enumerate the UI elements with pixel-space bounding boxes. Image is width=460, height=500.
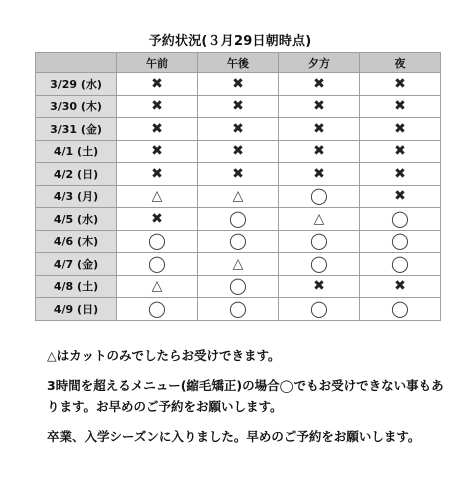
- slot-cell: [360, 230, 441, 253]
- slot-cell: [279, 253, 360, 276]
- slot-cell: [360, 253, 441, 276]
- row-date-cell: 4/8 (土): [36, 275, 117, 298]
- limited-mark-icon: △: [313, 210, 325, 227]
- table-row: [36, 208, 441, 231]
- available-mark-icon: ◯: [391, 253, 409, 273]
- unavailable-mark-icon: ✖: [313, 98, 325, 115]
- limited-mark-icon: △: [151, 188, 163, 205]
- slot-cell: [279, 208, 360, 231]
- slot-cell: [360, 73, 441, 96]
- slot-cell: [360, 95, 441, 118]
- available-mark-icon: ◯: [310, 253, 328, 273]
- note-triangle-legend: △はカットのみでしたらお受けできます。: [47, 348, 281, 363]
- table-row: [36, 275, 441, 298]
- available-mark-icon: ◯: [229, 208, 247, 228]
- slot-cell: [279, 275, 360, 298]
- slot-cell: [360, 140, 441, 163]
- table-header-row: [36, 53, 441, 73]
- available-mark-icon: ◯: [148, 253, 166, 273]
- unavailable-mark-icon: ✖: [232, 143, 244, 160]
- table-row: [36, 118, 441, 141]
- row-date-cell: 4/7 (金): [36, 253, 117, 276]
- unavailable-mark-icon: ✖: [313, 165, 325, 182]
- unavailable-mark-icon: ✖: [313, 75, 325, 92]
- column-header-evening: 夕方: [279, 53, 360, 73]
- note-season: 卒業、入学シーズンに入りました。早めのご予約をお願いします。: [47, 429, 421, 444]
- row-date-cell: 3/31 (金): [36, 118, 117, 141]
- slot-cell: [279, 73, 360, 96]
- unavailable-mark-icon: ✖: [394, 165, 406, 182]
- slot-cell: [198, 118, 279, 141]
- available-mark-icon: ◯: [229, 231, 247, 251]
- available-mark-icon: ◯: [148, 231, 166, 251]
- slot-cell: [198, 230, 279, 253]
- slot-cell: [117, 253, 198, 276]
- table-row: [36, 95, 441, 118]
- slot-cell: [198, 140, 279, 163]
- slot-cell: [198, 208, 279, 231]
- available-mark-icon: ◯: [310, 231, 328, 251]
- slot-cell: [117, 185, 198, 208]
- row-date-cell: 4/2 (日): [36, 163, 117, 186]
- page-title: 予約状況(３月29日朝時点): [148, 34, 312, 49]
- slot-cell: [198, 253, 279, 276]
- unavailable-mark-icon: ✖: [394, 98, 406, 115]
- slot-cell: [198, 185, 279, 208]
- unavailable-mark-icon: ✖: [151, 98, 163, 115]
- slot-cell: [198, 275, 279, 298]
- table-body: [36, 73, 441, 321]
- slot-cell: [279, 298, 360, 321]
- unavailable-mark-icon: ✖: [151, 120, 163, 137]
- unavailable-mark-icon: ✖: [394, 278, 406, 295]
- available-mark-icon: ◯: [310, 298, 328, 318]
- table-row: [36, 185, 441, 208]
- slot-cell: [198, 163, 279, 186]
- notes-section: [47, 345, 447, 456]
- unavailable-mark-icon: ✖: [151, 165, 163, 182]
- slot-cell: [279, 95, 360, 118]
- limited-mark-icon: △: [151, 278, 163, 295]
- slot-cell: [279, 140, 360, 163]
- slot-cell: [117, 95, 198, 118]
- slot-cell: [360, 163, 441, 186]
- table-row: [36, 73, 441, 96]
- row-date-cell: 4/1 (土): [36, 140, 117, 163]
- available-mark-icon: ◯: [391, 208, 409, 228]
- slot-cell: [117, 140, 198, 163]
- available-mark-icon: ◯: [391, 231, 409, 251]
- slot-cell: [117, 73, 198, 96]
- row-date-cell: 4/5 (水): [36, 208, 117, 231]
- slot-cell: [198, 73, 279, 96]
- table-row: [36, 253, 441, 276]
- slot-cell: [117, 163, 198, 186]
- table-row: [36, 298, 441, 321]
- slot-cell: [117, 298, 198, 321]
- slot-cell: [360, 118, 441, 141]
- slot-cell: [198, 298, 279, 321]
- row-date-cell: 3/29 (水): [36, 73, 117, 96]
- slot-cell: [279, 230, 360, 253]
- slot-cell: [117, 118, 198, 141]
- available-mark-icon: ◯: [229, 276, 247, 296]
- slot-cell: [198, 95, 279, 118]
- unavailable-mark-icon: ✖: [151, 143, 163, 160]
- column-header-morning: 午前: [117, 53, 198, 73]
- slot-cell: [117, 208, 198, 231]
- unavailable-mark-icon: ✖: [394, 120, 406, 137]
- row-date-cell: 4/9 (日): [36, 298, 117, 321]
- unavailable-mark-icon: ✖: [394, 75, 406, 92]
- slot-cell: [279, 163, 360, 186]
- slot-cell: [360, 208, 441, 231]
- slot-cell: [117, 275, 198, 298]
- row-date-cell: 3/30 (木): [36, 95, 117, 118]
- unavailable-mark-icon: ✖: [232, 98, 244, 115]
- unavailable-mark-icon: ✖: [313, 143, 325, 160]
- row-date-cell: 4/3 (月): [36, 185, 117, 208]
- row-date-cell: 4/6 (木): [36, 230, 117, 253]
- unavailable-mark-icon: ✖: [313, 278, 325, 295]
- header-corner-cell: [36, 53, 117, 73]
- table-row: [36, 230, 441, 253]
- column-header-night: 夜: [360, 53, 441, 73]
- limited-mark-icon: △: [232, 255, 244, 272]
- available-mark-icon: ◯: [148, 298, 166, 318]
- slot-cell: [360, 185, 441, 208]
- reservation-table: [35, 52, 441, 321]
- table-row: [36, 163, 441, 186]
- unavailable-mark-icon: ✖: [313, 120, 325, 137]
- unavailable-mark-icon: ✖: [232, 165, 244, 182]
- available-mark-icon: ◯: [310, 186, 328, 206]
- unavailable-mark-icon: ✖: [394, 143, 406, 160]
- slot-cell: [360, 298, 441, 321]
- limited-mark-icon: △: [232, 188, 244, 205]
- column-header-afternoon: 午後: [198, 53, 279, 73]
- unavailable-mark-icon: ✖: [232, 75, 244, 92]
- slot-cell: [360, 275, 441, 298]
- slot-cell: [117, 230, 198, 253]
- note-long-menu: 3時間を超えるメニュー(縮毛矯正)の場合◯でもお受けできない事もあります。お早めのご予約をお願いします。: [47, 378, 444, 414]
- slot-cell: [279, 118, 360, 141]
- unavailable-mark-icon: ✖: [151, 210, 163, 227]
- slot-cell: [279, 185, 360, 208]
- unavailable-mark-icon: ✖: [151, 75, 163, 92]
- unavailable-mark-icon: ✖: [394, 188, 406, 205]
- unavailable-mark-icon: ✖: [232, 120, 244, 137]
- available-mark-icon: ◯: [229, 298, 247, 318]
- table-row: [36, 140, 441, 163]
- available-mark-icon: ◯: [391, 298, 409, 318]
